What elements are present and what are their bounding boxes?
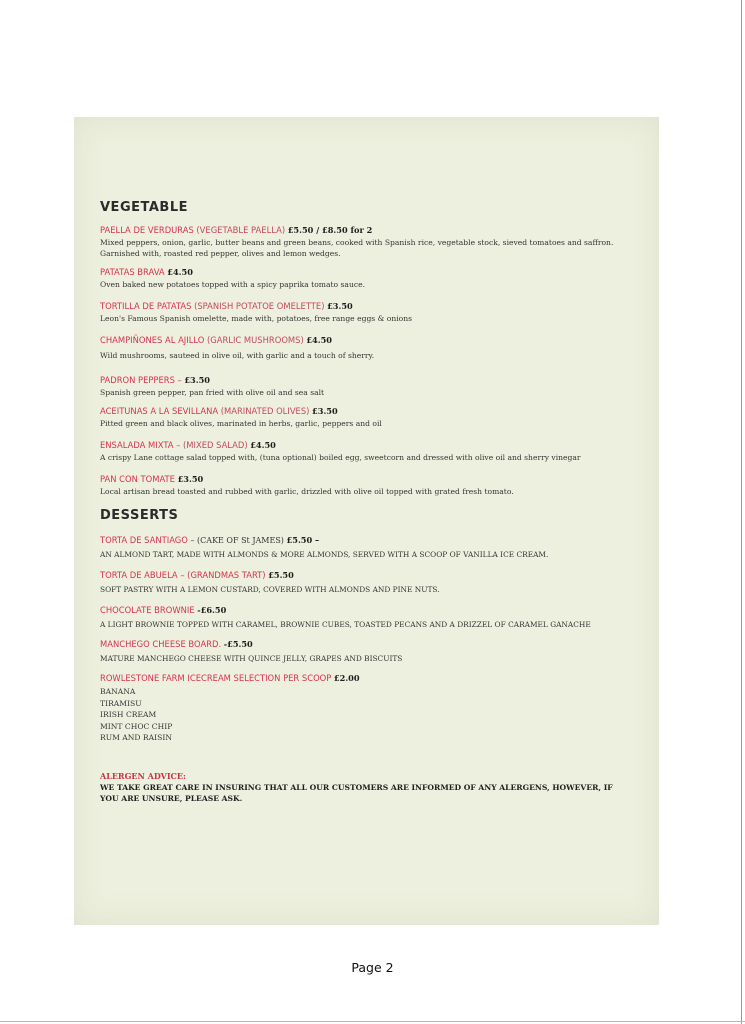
item-description: A LIGHT BROWNIE TOPPED WITH CARAMEL, BROWNIE CUBES, TOASTED PECANS AND A DRIZZEL OF CARAMEL GANACHE	[100, 620, 591, 629]
item-description: Leon's Famous Spanish omelette, made with, potatoes, free range eggs & onions	[100, 314, 413, 323]
menu-item-icecream	[100, 673, 620, 744]
menu-item-padron-peppers	[100, 375, 620, 398]
menu-content	[100, 200, 620, 805]
item-price: £4.50	[250, 440, 276, 450]
item-name: CHAMPIÑONES AL AJILLO	[100, 335, 205, 345]
menu-item-manchego	[100, 639, 620, 664]
item-price: -£5.50	[223, 639, 253, 649]
item-price: £3.50	[184, 375, 210, 385]
item-price: £3.50	[312, 406, 338, 416]
item-name: MANCHEGO CHEESE BOARD.	[100, 639, 222, 649]
menu-item-torta-abuela	[100, 570, 620, 595]
vegetable-heading: VEGETABLE	[100, 200, 188, 215]
item-price: £4.50	[167, 267, 193, 277]
item-name: TORTA DE SANTIAGO	[100, 535, 188, 545]
scanned-menu-page	[74, 117, 659, 925]
item-name: ENSALADA MIXTA	[100, 440, 174, 450]
list-item: RUM AND RAISIN	[100, 733, 172, 742]
menu-item-torta-santiago	[100, 535, 620, 560]
menu-item-champinones	[100, 335, 620, 361]
item-description: SOFT PASTRY WITH A LEMON CUSTARD, COVERED WITH ALMONDS AND PINE NUTS.	[100, 585, 440, 594]
item-price: £3.50	[327, 301, 353, 311]
item-description: Local artisan bread toasted and rubbed with garlic, drizzled with olive oil topped with grated fresh tomato.	[100, 487, 514, 496]
menu-item-paella	[100, 225, 620, 259]
item-name: PADRON PEPPERS –	[100, 375, 182, 385]
item-description: MATURE MANCHEGO CHEESE WITH QUINCE JELLY, GRAPES AND BISCUITS	[100, 654, 403, 663]
menu-item-aceitunas	[100, 406, 620, 429]
allergen-heading: ALERGEN ADVICE:	[100, 770, 186, 781]
item-price: £4.50	[306, 335, 332, 345]
item-price: £5.50 –	[286, 535, 320, 545]
item-price: £5.50 / £8.50 for 2	[287, 225, 373, 235]
item-description: Oven baked new potatoes topped with a spicy paprika tomato sauce.	[100, 280, 366, 289]
item-name: PATATAS BRAVA	[100, 267, 165, 277]
page-edge-right	[741, 0, 742, 1024]
item-subtitle: – (MIXED SALAD)	[176, 440, 248, 450]
menu-item-ensalada	[100, 440, 620, 463]
list-item: TIRAMISU	[100, 698, 142, 708]
desserts-heading: DESSERTS	[100, 508, 179, 523]
item-price: -£6.50	[197, 605, 227, 615]
item-description: Pitted green and black olives, marinated in herbs, garlic, peppers and oil	[100, 419, 382, 428]
item-name: TORTILLA DE PATATAS	[100, 301, 192, 311]
item-description: AN ALMOND TART, MADE WITH ALMONDS & MORE ALMONDS, SERVED WITH A SCOOP OF VANILLA ICE CREAM.	[100, 550, 549, 559]
allergen-advice	[100, 771, 620, 805]
item-subtitle: (MARINATED OLIVES)	[220, 406, 310, 416]
item-subtitle: (GARLIC MUSHROOMS)	[206, 335, 304, 345]
item-description: Spanish green pepper, pan fried with olive oil and sea salt	[100, 388, 325, 397]
item-price: £5.50	[268, 570, 294, 580]
allergen-text: WE TAKE GREAT CARE IN INSURING THAT ALL OUR CUSTOMERS ARE INFORMED OF ANY ALERGENS, HOWEVER, IF YOU ARE UNSURE, PLEASE ASK.	[100, 782, 613, 803]
item-name: TORTA DE ABUELA – (GRANDMAS TART)	[100, 570, 266, 580]
list-item: MINT CHOC CHIP	[100, 721, 173, 731]
menu-item-brownie	[100, 605, 620, 630]
item-price: £2.00	[333, 673, 360, 683]
page-edge-bottom	[0, 1021, 745, 1022]
item-name: PAN CON TOMATE	[100, 474, 175, 484]
menu-item-tortilla	[100, 301, 620, 324]
item-price: £3.50	[177, 474, 204, 484]
item-description: Wild mushrooms, sauteed in olive oil, with garlic and a touch of sherry.	[100, 351, 375, 360]
item-name: CHOCOLATE BROWNIE	[100, 605, 195, 615]
item-subtitle: (VEGETABLE PAELLA)	[196, 225, 286, 235]
item-name: ROWLESTONE FARM ICECREAM SELECTION PER SCOOP	[100, 673, 332, 683]
list-item: IRISH CREAM	[100, 710, 157, 719]
list-item: BANANA	[100, 687, 136, 696]
page-number: Page 2	[351, 960, 394, 975]
item-subtitle: – (CAKE OF St JAMES)	[190, 536, 284, 545]
item-subtitle: (SPANISH POTATOE OMELETTE)	[194, 301, 325, 311]
menu-item-patatas-brava	[100, 267, 620, 290]
item-name: PAELLA DE VERDURAS	[100, 225, 194, 235]
item-name: ACEITUNAS A LA SEVILLANA	[100, 406, 219, 416]
item-description: Mixed peppers, onion, garlic, butter beans and green beans, cooked with Spanish rice, vegetable stock, sieved tomatoes and saffron. Garnished with, roasted red pepper, olives and lemon wedges.	[100, 238, 614, 258]
menu-item-pan-con-tomate	[100, 474, 620, 497]
item-description: A crispy Lane cottage salad topped with, (tuna optional) boiled egg, sweetcorn and dressed with olive oil and sherry vinegar	[100, 453, 581, 462]
icecream-flavour-list	[100, 686, 620, 744]
